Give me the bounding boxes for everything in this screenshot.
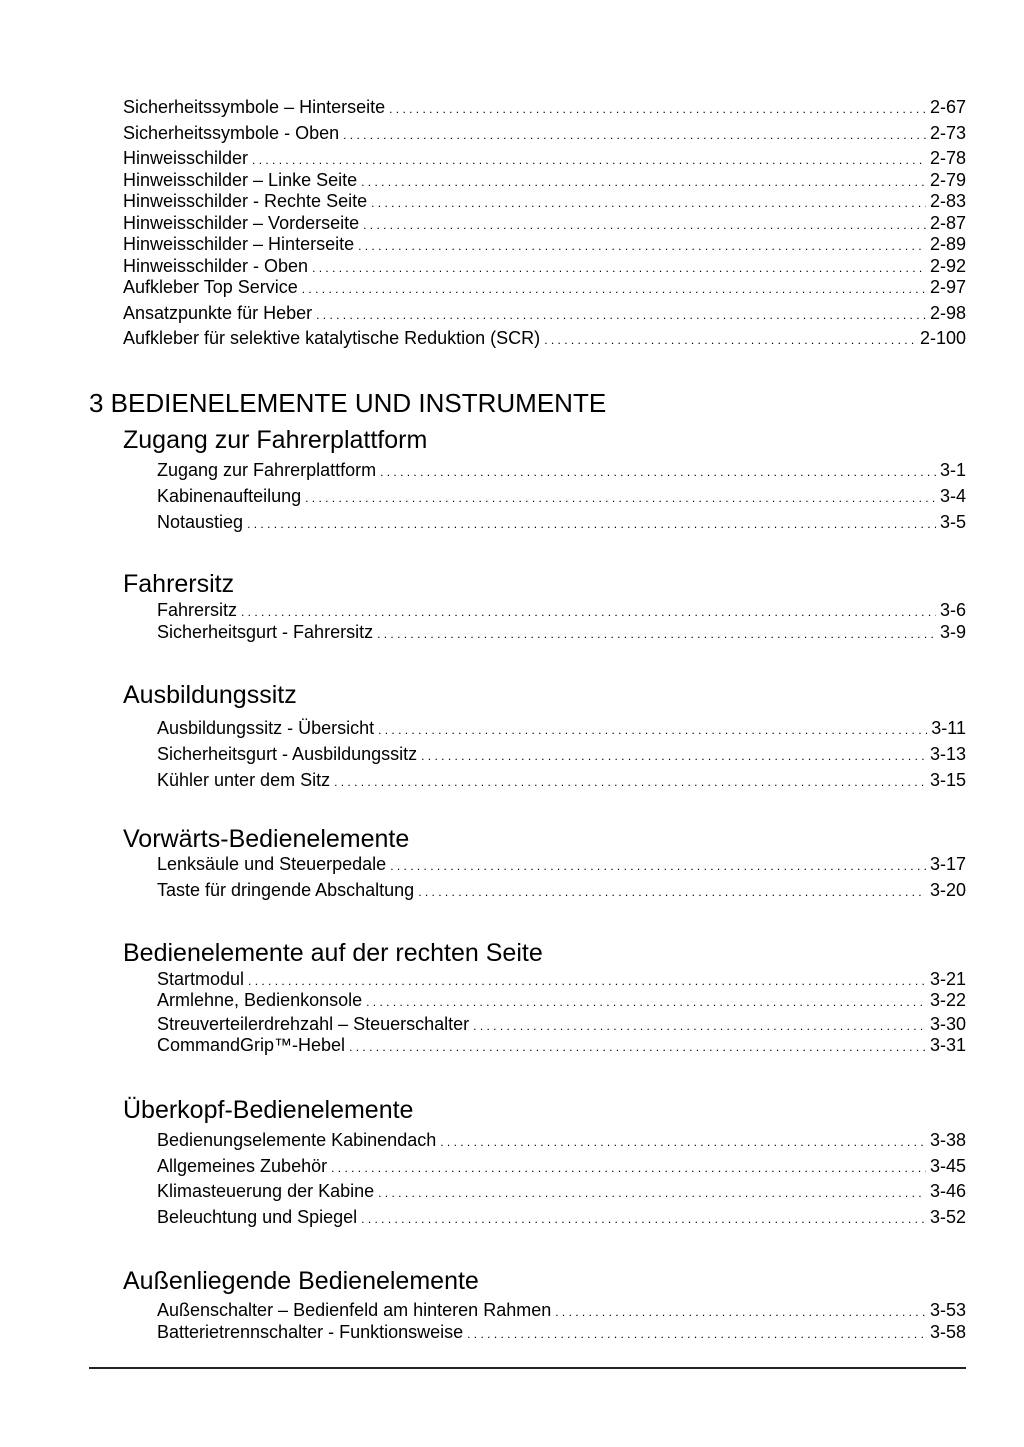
- toc-entry-title: Notaustieg: [157, 512, 244, 532]
- toc-entry-title: Allgemeines Zubehör: [157, 1156, 328, 1176]
- toc-entry-page: 3-13: [929, 744, 966, 764]
- toc-entry[interactable]: [157, 853, 966, 877]
- dot-leader: [366, 989, 926, 1013]
- dot-leader: [555, 1299, 926, 1323]
- toc-entry-page: 3-6: [939, 600, 966, 620]
- toc-entry-title: Lenksäule und Steuerpedale: [157, 854, 387, 874]
- dot-leader: [252, 147, 926, 171]
- toc-entry-title: Kabinenaufteilung: [157, 486, 302, 506]
- dot-leader: [418, 879, 926, 903]
- toc-entry-title: Sicherheitsgurt - Ausbildungssitz: [157, 744, 418, 764]
- toc-entry[interactable]: [157, 989, 966, 1013]
- toc-entry-title: Hinweisschilder – Linke Seite: [123, 170, 358, 190]
- toc-entry-page: 3-52: [929, 1207, 966, 1227]
- toc-entry-page: 3-11: [931, 718, 966, 738]
- toc-entry-title: Sicherheitssymbole – Hinterseite: [123, 97, 386, 117]
- toc-entry[interactable]: [157, 1321, 966, 1345]
- footer-rule: [89, 1367, 966, 1369]
- toc-entry-title: Zugang zur Fahrerplattform: [157, 460, 377, 480]
- dot-leader: [302, 276, 926, 300]
- toc-entry[interactable]: [123, 147, 966, 171]
- toc-entry-title: Taste für dringende Abschaltung: [157, 880, 415, 900]
- toc-entry[interactable]: [157, 879, 966, 903]
- toc-entry-page: 2-87: [929, 213, 966, 233]
- dot-leader: [331, 1155, 926, 1179]
- toc-entry-page: 3-30: [929, 1014, 966, 1034]
- dot-leader: [467, 1321, 926, 1345]
- toc-entry[interactable]: [123, 276, 966, 300]
- dot-leader: [305, 485, 936, 509]
- dot-leader: [358, 233, 926, 257]
- toc-entry[interactable]: [157, 769, 966, 793]
- toc-entry-page: 3-1: [939, 460, 966, 480]
- toc-entry-page: 3-9: [939, 622, 966, 642]
- toc-entry-page: 3-45: [929, 1156, 966, 1176]
- toc-entry-title: Fahrersitz: [157, 600, 238, 620]
- section-heading: Zugang zur Fahrerplattform: [123, 426, 428, 454]
- toc-entry-page: 3-22: [929, 990, 966, 1010]
- toc-entry[interactable]: [157, 1299, 966, 1323]
- toc-entry-page: 3-4: [939, 486, 966, 506]
- dot-leader: [241, 599, 936, 623]
- toc-entry-title: Hinweisschilder - Oben: [123, 256, 309, 276]
- toc-entry-title: Klimasteuerung der Kabine: [157, 1181, 375, 1201]
- toc-entry-page: 3-5: [939, 512, 966, 532]
- toc-entry-page: 2-92: [929, 256, 966, 276]
- dot-leader: [361, 1206, 926, 1230]
- dot-leader: [343, 122, 926, 146]
- toc-entry[interactable]: [157, 717, 966, 741]
- toc-entry[interactable]: [157, 621, 966, 645]
- toc-entry-page: 2-67: [929, 97, 966, 117]
- toc-entry-page: 2-100: [919, 328, 966, 348]
- dot-leader: [334, 769, 926, 793]
- toc-entry-title: Aufkleber für selektive katalytische Reduktion (SCR): [123, 328, 541, 348]
- toc-entry-page: 3-21: [929, 969, 966, 989]
- toc-entry-page: 3-58: [929, 1322, 966, 1342]
- toc-entry-title: Startmodul: [157, 969, 245, 989]
- toc-entry-page: 2-98: [929, 303, 966, 323]
- toc-entry[interactable]: [157, 1129, 966, 1153]
- toc-entry-page: 2-78: [929, 148, 966, 168]
- toc-entry-title: Kühler unter dem Sitz: [157, 770, 331, 790]
- toc-entry-page: 2-97: [929, 277, 966, 297]
- toc-entry-page: 3-17: [929, 854, 966, 874]
- toc-entry-title: Armlehne, Bedienkonsole: [157, 990, 363, 1010]
- section-heading: Bedienelemente auf der rechten Seite: [123, 939, 543, 967]
- dot-leader: [378, 717, 927, 741]
- dot-leader: [440, 1129, 926, 1153]
- toc-entry[interactable]: [157, 1180, 966, 1204]
- toc-entry[interactable]: [123, 190, 966, 214]
- toc-entry[interactable]: [157, 459, 966, 483]
- chapter-heading: 3 BEDIENELEMENTE UND INSTRUMENTE: [89, 388, 607, 418]
- toc-entry-title: Sicherheitssymbole - Oben: [123, 123, 340, 143]
- toc-entry-title: Streuverteilerdrehzahl – Steuerschalter: [157, 1014, 470, 1034]
- toc-entry-title: CommandGrip™-Hebel: [157, 1035, 346, 1055]
- toc-entry[interactable]: [123, 96, 966, 120]
- toc-entry[interactable]: [123, 233, 966, 257]
- toc-entry-title: Sicherheitsgurt - Fahrersitz: [157, 622, 374, 642]
- toc-entry[interactable]: [157, 511, 966, 535]
- toc-entry-title: Hinweisschilder – Hinterseite: [123, 234, 355, 254]
- toc-entry-title: Beleuchtung und Spiegel: [157, 1207, 358, 1227]
- dot-leader: [390, 853, 926, 877]
- dot-leader: [544, 327, 916, 351]
- toc-entry[interactable]: [157, 1034, 966, 1058]
- toc-entry[interactable]: [123, 122, 966, 146]
- toc-entry-title: Ansatzpunkte für Heber: [123, 303, 313, 323]
- dot-leader: [380, 459, 936, 483]
- dot-leader: [349, 1034, 926, 1058]
- toc-entry-title: Außenschalter – Bedienfeld am hinteren Rahmen: [157, 1300, 552, 1320]
- dot-leader: [378, 1180, 926, 1204]
- toc-entry-page: 3-31: [929, 1035, 966, 1055]
- toc-entry[interactable]: [157, 743, 966, 767]
- dot-leader: [377, 621, 936, 645]
- section-heading: Vorwärts-Bedienelemente: [123, 825, 410, 853]
- toc-entry-title: Hinweisschilder - Rechte Seite: [123, 191, 368, 211]
- toc-entry-page: 3-20: [929, 880, 966, 900]
- toc-entry-title: Aufkleber Top Service: [123, 277, 298, 297]
- toc-entry[interactable]: [157, 485, 966, 509]
- section-heading: Außenliegende Bedienelemente: [123, 1267, 479, 1295]
- toc-entry[interactable]: [157, 1155, 966, 1179]
- toc-entry-title: Bedienungselemente Kabinendach: [157, 1130, 437, 1150]
- toc-entry-page: 3-38: [929, 1130, 966, 1150]
- dot-leader: [389, 96, 926, 120]
- toc-entry-title: Hinweisschilder: [123, 148, 249, 168]
- dot-leader: [371, 190, 926, 214]
- toc-entry[interactable]: [123, 302, 966, 326]
- toc-entry-page: 2-89: [929, 234, 966, 254]
- toc-entry-page: 2-83: [929, 191, 966, 211]
- toc-entry[interactable]: [123, 327, 966, 351]
- dot-leader: [316, 302, 926, 326]
- section-heading: Fahrersitz: [123, 570, 235, 598]
- toc-entry-title: Ausbildungssitz - Übersicht: [157, 718, 375, 738]
- toc-entry-title: Hinweisschilder – Vorderseite: [123, 213, 360, 233]
- toc-entry[interactable]: [157, 599, 966, 623]
- toc-entry-title: Batterietrennschalter - Funktionsweise: [157, 1322, 464, 1342]
- section-heading: Überkopf-Bedienelemente: [123, 1096, 414, 1124]
- toc-entry-page: 2-79: [929, 170, 966, 190]
- toc-entry-page: 3-46: [929, 1181, 966, 1201]
- toc-entry-page: 3-53: [929, 1300, 966, 1320]
- toc-entry-page: 2-73: [929, 123, 966, 143]
- toc-entry-page: 3-15: [929, 770, 966, 790]
- dot-leader: [421, 743, 926, 767]
- toc-entry[interactable]: [157, 1206, 966, 1230]
- section-heading: Ausbildungssitz: [123, 681, 297, 709]
- dot-leader: [247, 511, 936, 535]
